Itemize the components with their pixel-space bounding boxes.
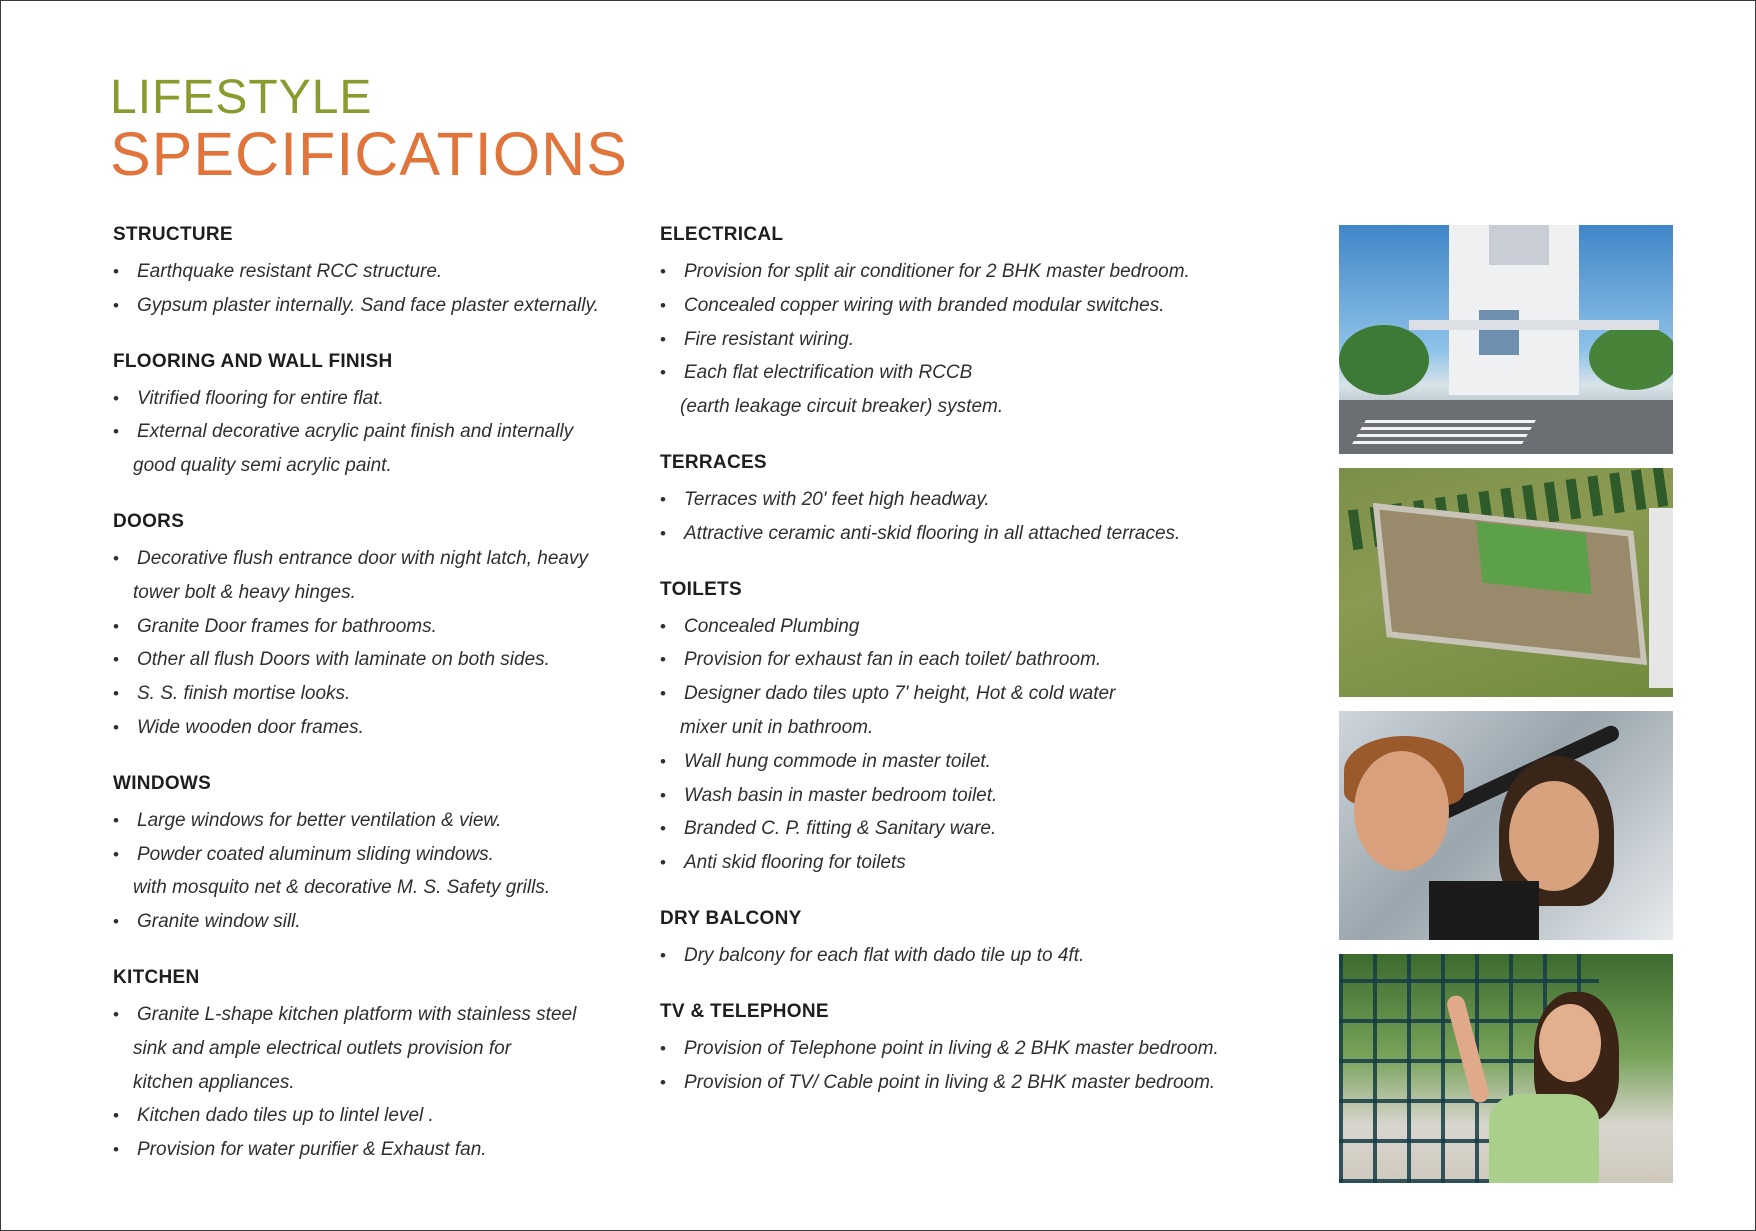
spec-item-text: Provision of TV/ Cable point in living & 2 BHK master bedroom. bbox=[684, 1071, 1216, 1093]
spec-item bbox=[113, 255, 633, 289]
spec-item bbox=[113, 998, 633, 1099]
spec-item-text: Vitrified flooring for entire flat. bbox=[137, 387, 384, 409]
spec-item bbox=[113, 382, 633, 416]
spec-item-text: Granite window sill. bbox=[137, 911, 301, 933]
section-kitchen bbox=[113, 965, 633, 1167]
left-spec-column bbox=[113, 222, 633, 1193]
spec-item bbox=[660, 255, 1280, 289]
spec-item-text: Kitchen dado tiles up to lintel level . bbox=[137, 1105, 434, 1127]
spec-item bbox=[660, 356, 1280, 424]
spec-item-text: S. S. finish mortise looks. bbox=[137, 683, 351, 705]
spec-item bbox=[113, 804, 633, 838]
bullet-icon: • bbox=[113, 650, 119, 670]
spec-item-text: sink and ample electrical outlets provision for bbox=[133, 1037, 512, 1059]
spec-item bbox=[660, 517, 1280, 551]
section-title: WINDOWS bbox=[113, 772, 212, 794]
spec-item-text: Anti skid flooring for toilets bbox=[684, 852, 906, 874]
spec-item-text: External decorative acrylic paint finish and internally bbox=[137, 421, 574, 443]
bullet-icon: • bbox=[660, 329, 666, 349]
spec-item-text: Granite Door frames for bathrooms. bbox=[137, 615, 437, 637]
spec-item-text: Wall hung commode in master toilet. bbox=[684, 750, 991, 772]
spec-list bbox=[113, 804, 633, 939]
spec-item-text: Concealed Plumbing bbox=[684, 615, 860, 637]
section-title: FLOORING AND WALL FINISH bbox=[113, 350, 393, 372]
spec-item-text: Powder coated aluminum sliding windows. bbox=[137, 843, 494, 865]
spec-item bbox=[113, 711, 633, 745]
spec-item-text: Concealed copper wiring with branded modular switches. bbox=[684, 294, 1165, 316]
spec-item-text: good quality semi acrylic paint. bbox=[133, 455, 392, 477]
bullet-icon: • bbox=[113, 1106, 119, 1126]
spec-item bbox=[660, 677, 1280, 745]
bullet-icon: • bbox=[113, 684, 119, 704]
spec-item bbox=[660, 610, 1280, 644]
bullet-icon: • bbox=[113, 548, 119, 568]
spec-item-text: mixer unit in bathroom. bbox=[680, 716, 874, 738]
bullet-icon: • bbox=[660, 819, 666, 839]
spec-item bbox=[113, 289, 633, 323]
spec-item-text: with mosquito net & decorative M. S. Safety grills. bbox=[133, 877, 551, 899]
bullet-icon: • bbox=[113, 262, 119, 281]
gym-women-photo bbox=[1339, 711, 1673, 940]
heading-specifications: SPECIFICATIONS bbox=[110, 120, 628, 188]
spec-list bbox=[660, 610, 1280, 880]
spec-item bbox=[660, 643, 1280, 677]
bullet-icon: • bbox=[113, 1140, 119, 1160]
bullet-icon: • bbox=[660, 363, 666, 383]
spec-item bbox=[660, 745, 1280, 779]
spec-item-text: Provision for water purifier & Exhaust fan. bbox=[137, 1139, 487, 1161]
spec-item-text: Provision for exhaust fan in each toilet/ bathroom. bbox=[684, 649, 1102, 671]
middle-spec-column bbox=[660, 222, 1280, 1125]
bullet-icon: • bbox=[660, 853, 666, 873]
section-toilets bbox=[660, 577, 1280, 880]
section-title: ELECTRICAL bbox=[660, 224, 784, 245]
child-playground-photo bbox=[1339, 954, 1673, 1183]
spec-item bbox=[660, 846, 1280, 880]
section-electrical bbox=[660, 222, 1280, 424]
bullet-icon: • bbox=[113, 1004, 119, 1024]
spec-item-text: Decorative flush entrance door with night latch, heavy bbox=[137, 547, 588, 569]
spec-item-text: Fire resistant wiring. bbox=[684, 328, 854, 350]
bullet-icon: • bbox=[113, 717, 119, 737]
spec-item-text: tower bolt & heavy hinges. bbox=[133, 581, 356, 603]
spec-item-text: Earthquake resistant RCC structure. bbox=[137, 261, 443, 282]
spec-item bbox=[113, 905, 633, 939]
bullet-icon: • bbox=[660, 945, 666, 965]
page-heading bbox=[110, 71, 628, 188]
spec-item bbox=[113, 542, 633, 610]
spec-list bbox=[660, 483, 1280, 551]
bullet-icon: • bbox=[660, 1072, 666, 1092]
bullet-icon: • bbox=[660, 785, 666, 805]
bullet-icon: • bbox=[113, 422, 119, 442]
bullet-icon: • bbox=[660, 1038, 666, 1058]
section-title: TOILETS bbox=[660, 578, 742, 600]
spec-item-text: Wide wooden door frames. bbox=[137, 716, 364, 738]
spec-item bbox=[660, 779, 1280, 813]
spec-item bbox=[660, 289, 1280, 323]
section-terraces bbox=[660, 450, 1280, 551]
section-dry-balcony bbox=[660, 906, 1280, 973]
bullet-icon: • bbox=[113, 388, 119, 408]
heading-lifestyle: LIFESTYLE bbox=[110, 71, 373, 124]
spec-list bbox=[113, 255, 633, 323]
spec-item bbox=[113, 415, 633, 483]
bullet-icon: • bbox=[113, 844, 119, 864]
spec-item bbox=[660, 812, 1280, 846]
spec-item-text: Provision of Telephone point in living & 2 BHK master bedroom. bbox=[684, 1037, 1219, 1059]
section-title: DRY BALCONY bbox=[660, 907, 802, 929]
bullet-icon: • bbox=[113, 912, 119, 932]
photo-strip bbox=[1339, 225, 1673, 1197]
bullet-icon: • bbox=[660, 295, 666, 315]
spec-item-text: Granite L-shape kitchen platform with stainless steel bbox=[137, 1003, 577, 1025]
spec-item bbox=[113, 677, 633, 711]
section-title: KITCHEN bbox=[113, 966, 200, 988]
section-title: DOORS bbox=[113, 510, 185, 532]
section-tv-telephone bbox=[660, 999, 1280, 1100]
spec-list bbox=[113, 542, 633, 745]
spec-item bbox=[660, 939, 1280, 973]
spec-list bbox=[113, 382, 633, 483]
bullet-icon: • bbox=[660, 523, 666, 543]
section-structure bbox=[113, 222, 633, 323]
spec-list bbox=[660, 255, 1280, 424]
spec-item-text: Other all flush Doors with laminate on both sides. bbox=[137, 649, 550, 671]
bullet-icon: • bbox=[113, 810, 119, 830]
building-entrance-photo bbox=[1339, 225, 1673, 454]
spec-item bbox=[113, 1099, 633, 1133]
section-flooring-and-wall-finish bbox=[113, 349, 633, 483]
bullet-icon: • bbox=[113, 295, 119, 315]
spec-list bbox=[660, 939, 1280, 973]
spec-item-text: Large windows for better ventilation & view. bbox=[137, 809, 502, 831]
spec-item-text: Designer dado tiles upto 7' height, Hot & cold water bbox=[684, 683, 1116, 705]
bullet-icon: • bbox=[660, 616, 666, 636]
spec-item bbox=[113, 610, 633, 644]
aerial-garden-photo bbox=[1339, 468, 1673, 697]
bullet-icon: • bbox=[113, 616, 119, 636]
spec-item bbox=[660, 323, 1280, 357]
spec-item bbox=[660, 1066, 1280, 1100]
spec-item-text: Each flat electrification with RCCB bbox=[684, 362, 973, 384]
bullet-icon: • bbox=[660, 489, 666, 509]
spec-item-text: Branded C. P. fitting & Sanitary ware. bbox=[684, 818, 997, 840]
section-title: TERRACES bbox=[660, 451, 767, 473]
bullet-icon: • bbox=[660, 650, 666, 670]
spec-item bbox=[113, 838, 633, 906]
section-title: STRUCTURE bbox=[113, 224, 233, 245]
spec-item-text: Attractive ceramic anti-skid flooring in all attached terraces. bbox=[684, 522, 1181, 544]
spec-item-text: Provision for split air conditioner for 2 BHK master bedroom. bbox=[684, 261, 1190, 282]
section-title: TV & TELEPHONE bbox=[660, 1000, 829, 1022]
spec-item-text: Dry balcony for each flat with dado tile up to 4ft. bbox=[684, 944, 1085, 966]
spec-list bbox=[660, 1032, 1280, 1100]
spec-item bbox=[660, 1032, 1280, 1066]
spec-list bbox=[113, 998, 633, 1167]
spec-item bbox=[113, 643, 633, 677]
bullet-icon: • bbox=[660, 262, 666, 281]
spec-item-text: kitchen appliances. bbox=[133, 1071, 295, 1093]
spec-item-text: Terraces with 20' feet high headway. bbox=[684, 488, 990, 510]
section-doors bbox=[113, 509, 633, 745]
spec-item bbox=[113, 1133, 633, 1167]
section-windows bbox=[113, 771, 633, 939]
bullet-icon: • bbox=[660, 684, 666, 704]
spec-item bbox=[660, 483, 1280, 517]
bullet-icon: • bbox=[660, 751, 666, 771]
spec-item-text: Wash basin in master bedroom toilet. bbox=[684, 784, 998, 806]
spec-item-text: (earth leakage circuit breaker) system. bbox=[680, 396, 1004, 418]
spec-item-text: Gypsum plaster internally. Sand face plaster externally. bbox=[137, 294, 599, 316]
